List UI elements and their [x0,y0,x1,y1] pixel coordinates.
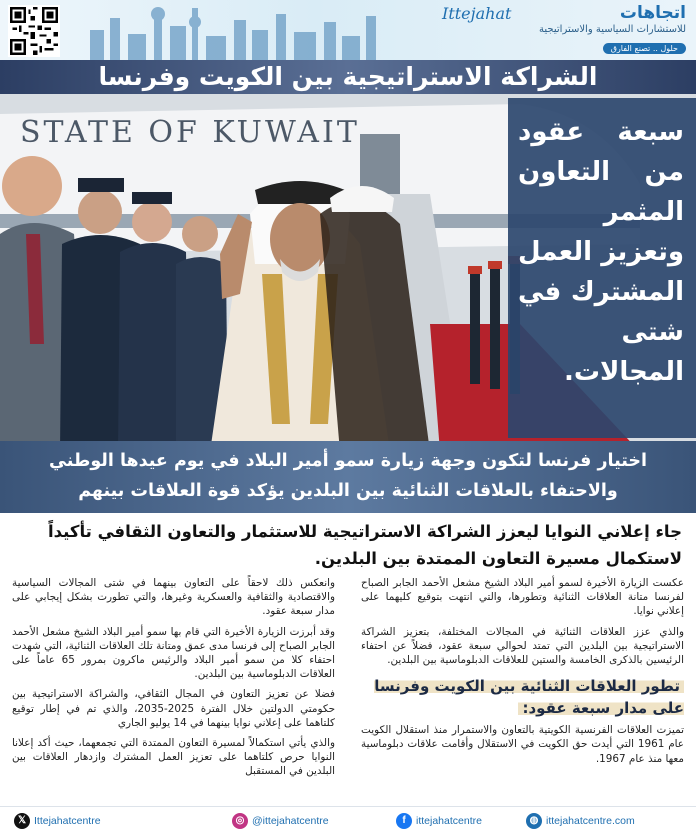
city-skyline-icon [70,0,400,62]
x-icon: 𝕏 [14,813,30,829]
section-subheading-text: تطور العلاقات الثنائية بين الكويت وفرنسا على مدار سبعة عقود: [374,677,684,718]
brand-subtitle: للاستشارات السياسية والاستراتيجية [539,24,686,35]
brand-tagline: حلول .. تصنع الفارق [603,43,686,54]
paragraph: والذي يأتي استكمالاً لمسيرة التعاون الممتدة التي تجمعهما، حيث أكد إعلانا النوايا حرص كلتاهما على تعزيز العمل المشترك وازدهار العلاقات بين البلدين في المستقبل [12,737,335,778]
paragraph: فضلا عن تعزيز التعاون في المجال الثقافي، والشراكة الاستراتيجية بين حكومتي الدولتين خلال الفترة 2025-2035، والذي تم في إطار توقيع كلتاهما على إعلاني نوايا بينهما في 14 يوليو الجاري [12,688,335,729]
footer-instagram-link[interactable] [232,813,329,831]
paragraph: والذي عزز العلاقات الثنائية في المجالات المختلفة، بتعزيز الشراكة الاستراتيجية بين البلدين التي تمتد لحوالي سبعة عقود، فضلاً عن احتفاء الرئيسين بالذكرى الخامسة والستين للعلاقات الدبلوماسية بين البلدين. [361,625,684,667]
footer-x-label: Ittejahatcentre [34,815,101,827]
brand-name-en: Ittejahat [442,4,512,23]
lead-text: اختيار فرنسا لتكون وجهة زيارة سمو أمير البلاد في يوم عيدها الوطني والاحتفاء بالعلاقات الثنائية بين البلدين يؤكد قوة العلاقات بينهم [48,451,647,501]
column-right [361,576,684,798]
highlight-text: سبعة عقود من التعاون المثمر وتعزيز العمل المشترك في شتى المجالات. [518,117,684,387]
paragraph: وقد أبرزت الزيارة الأخيرة التي قام بها سمو أمير البلاد الشيخ مشعل الأحمد الجابر الصباح إلى فرنسا مدى عمق ومتانة تلك العلاقات الثنائية، التي شهدت احتفاء كلا من سمو أمير البلاد والرئيس ماكرون بمرور 65 عاماً على العلاقات الدبلوماسية بين البلدين. [12,625,335,681]
paragraph: وانعكس ذلك لاحقاً على التعاون بينهما في شتى المجالات السياسية والاقتصادية والثقافية والعسكرية وغيرها، والتي تطورت بشكل إيجابي على مدار سبعة عقود. [12,577,335,618]
title-strip [0,60,696,94]
footer [0,806,696,835]
qr-code-icon[interactable] [8,5,60,57]
brand-logo[interactable] [436,4,686,58]
footer-website-link[interactable] [526,813,635,831]
highlight-box [508,98,696,438]
paragraph: تميزت العلاقات الفرنسية الكويتية بالتعاون والاستمرار منذ استقلال الكويت عام 1961 التي أيدت حق الكويت في الاستقلال وأقامت علاقات دبلوماسية معها منذ عام 1967. [361,724,684,765]
footer-facebook-link[interactable] [396,813,482,831]
article-columns [12,576,684,798]
column-left [12,576,335,798]
header-banner [0,0,696,62]
intro-paragraph: جاء إعلاني النوايا ليعزز الشراكة الاستراتيجية للاستثمار والتعاون الثقافي تأكيداً لاستكمال مسيرة التعاون الممتدة بين البلدين. [47,522,682,568]
facebook-icon: f [396,813,412,829]
paragraph: عكست الزيارة الأخيرة لسمو أمير البلاد الشيخ مشعل الأحمد الجابر الصباح لفرنسا متانة العلاقات الثنائية وتطورها، والتي انتهت بتوقيع كليهما على إعلاني نوايا. [361,577,684,618]
globe-icon: ◍ [526,813,542,829]
lead-band [0,441,696,513]
footer-facebook-label: ittejahatcentre [416,815,482,827]
instagram-icon: ◎ [232,813,248,829]
footer-website-label: ittejahatcentre.com [546,815,635,827]
brand-name-ar: اتجاهات [619,3,686,23]
plane-lettering: STATE OF KUWAIT [20,115,360,150]
section-subheading [361,675,684,719]
footer-instagram-label: @ittejahatcentre [252,815,329,827]
footer-x-link[interactable] [14,813,101,831]
page-title: الشراكة الاستراتيجية بين الكويت وفرنسا [98,62,598,91]
